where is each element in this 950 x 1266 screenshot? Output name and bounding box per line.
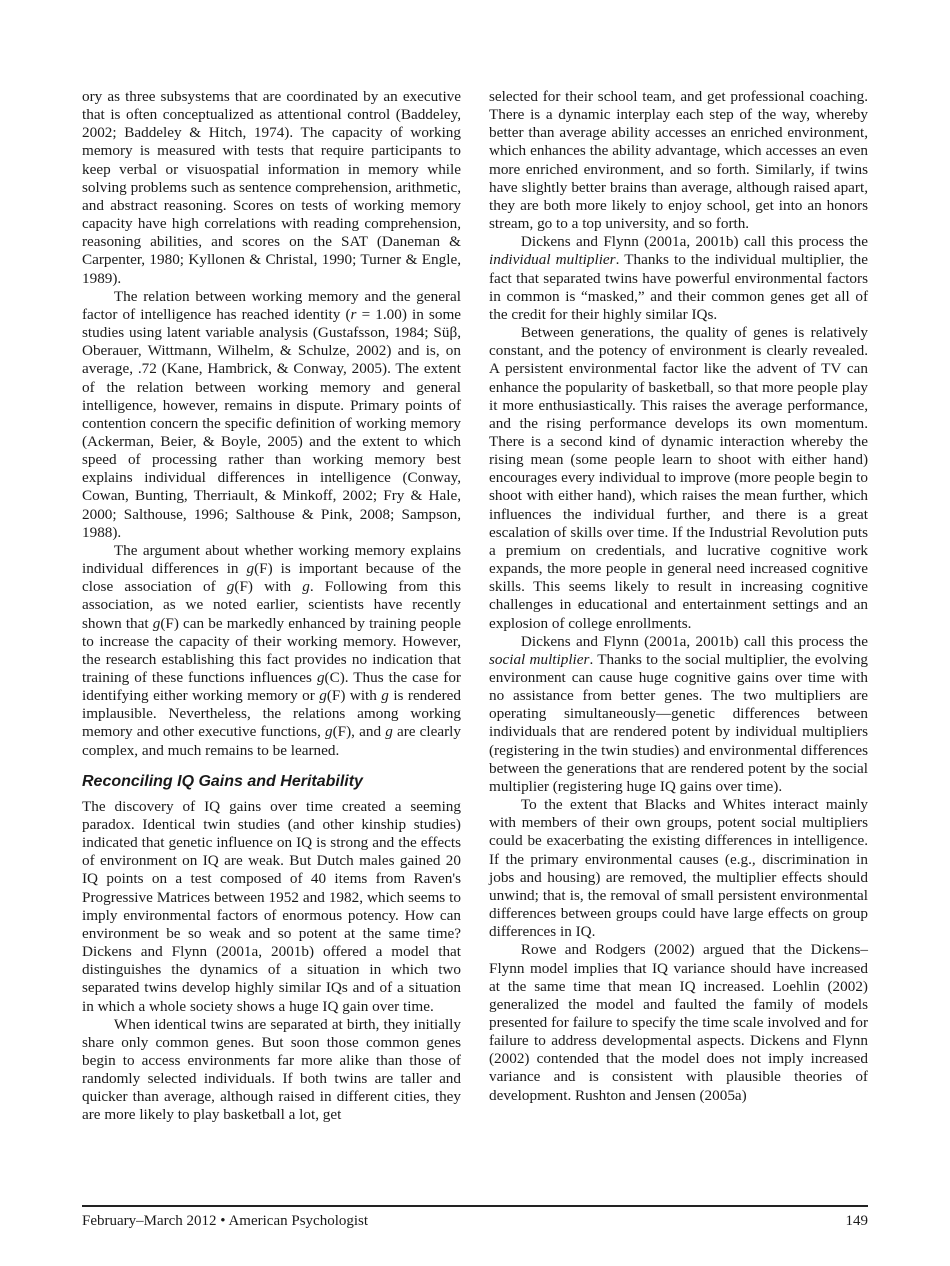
text-run: The argument about whether working memory explains individual differences in (82, 541, 461, 578)
left-column (82, 88, 461, 1125)
text-run: (F) can be markedly enhanced by training people to increase the capacity of their working memory. However, the research establishing this fact provides no indication that training of these functions influences (82, 614, 461, 686)
text-run: (C). Thus the case for identifying either working memory or (82, 669, 461, 705)
section-heading: Reconciling IQ Gains and Heritability (82, 772, 363, 790)
italic-term: g (302, 578, 310, 596)
italic-term: g (319, 687, 327, 705)
italic-term: g (226, 578, 235, 596)
page-number: 149 (845, 1213, 868, 1229)
text-run: The relation between working memory and the general factor of intelligence has reached identity ( (82, 287, 461, 323)
text-run: (F) is important because of the close association of (82, 560, 461, 596)
italic-term: g (246, 560, 255, 578)
text-run: = 1.00) in some studies using latent variable analysis (Gustafsson, 1984; Süβ, Oberauer, Wittmann, Wilhelm, & Schulze, 2002) and is, on average, .72 (Kane, Hambrick, & Conway, 2005). The extent of the relation between working memory and general intelligence, however, remains in dispute. Primary points of contention concern the specific definition of working memory (Ackerman, Beier, & Boyle, 2005) and the extent to which speed of processing rather than working memory best explains individual differences in intelligence (Conway, Cowan, Bunting, Therriault, & Minkoff, 2002; Fry & Hale, 2000; Salthouse, 1996; Salthouse & Pink, 2008; Sampson, 1988). (82, 305, 461, 541)
right-column (489, 88, 868, 1105)
paragraph (489, 633, 868, 796)
text-run: are clearly complex, and much remains to be learned. (82, 723, 461, 759)
text-run: (F), and (332, 723, 386, 741)
paragraph: Rowe and Rodgers (2002) argued that the Dickens–Flynn model implies that IQ variance should have increased at the same time that mean IQ increased. Loehlin (2002) generalized the model and faulted the family of models presented for failure to specify the time scale involved and for failure to address developmental aspects. Dickens and Flynn (2002) contended that the model does not imply increased variance and is consistent with plausible theories of development. Rushton and Jensen (2005a) (489, 941, 868, 1104)
italic-term: r (350, 305, 357, 323)
journal-citation: February–March 2012 • American Psychologist (82, 1213, 369, 1229)
text-run: is rendered implausible. Nevertheless, the relations among working memory and other executive functions, (82, 687, 462, 741)
paragraph (82, 288, 461, 542)
text-run: (F) with (234, 578, 303, 596)
paragraph: selected for their school team, and get professional coaching. There is a dynamic interplay each step of the way, whereby better than average ability accesses an enriched environment, which enhances the ability advantage, which accesses an even more enriched environment, and so forth. Similarly, if twins have slightly better brains than average, although raised apart, they are both more likely to enjoy school, get into an honors stream, go to a top university, and so forth. (489, 88, 868, 233)
text-run: (F) with (326, 687, 382, 705)
paragraph (489, 233, 868, 324)
text-run: . Thanks to the social multiplier, the evolving environment can cause huge cognitive gains over time with no assistance from better genes. The two multipliers are operating simultaneously—genetic differences between individuals that are rendered potent by individual multipliers (registering in the twin studies) and environmental differences between the generations that are rendered potent by the social multiplier (registering huge IQ gains over time). (489, 650, 868, 795)
paragraph: To the extent that Blacks and Whites interact mainly with members of their own groups, potent social multipliers could be exacerbating the existing differences in intelligence. If the primary environmental causes (e.g., discrimination in jobs and housing) are removed, the multiplier effects should unwind; that is, the removal of small persistent environmental differences between groups could have large effects on group differences in IQ. (489, 796, 868, 941)
paragraph: The discovery of IQ gains over time created a seeming paradox. Identical twin studies (and other kinship studies) indicated that genetic influence on IQ is strong and the effects of environment on IQ are weak. But Dutch males gained 20 IQ points on a test composed of 40 items from Raven's Progressive Matrices between 1952 and 1982, which seems to imply environmental factors of enormous potency. How can environment be so weak and so potent at the same time? Dickens and Flynn (2001a, 2001b) offered a model that distinguishes the dynamics of a situation in which two separated twins develop highly similar IQs and of a situation in which a whole society shows a huge IQ gain over time. (82, 797, 461, 1015)
italic-term: g (152, 614, 161, 632)
paragraph (82, 542, 461, 760)
paragraph: Between generations, the quality of genes is relatively constant, and the potency of environment is clearly revealed. A persistent environmental factor like the advent of TV can enhance the popularity of basketball, so that more people play it more enthusiastically. This raises the average performance, and the rising performance develops its own momentum. There is a second kind of dynamic interaction whereby the rising mean (some people learn to shoot with either hand) encourages every individual to improve (more people begin to shoot with either hand), which raises the mean further, which influences the individual further, and there is a great escalation of skills over time. If the Industrial Revolution puts a premium on credentials, and lucrative cognitive work expands, the more people in general need increased cognitive skills. This seems likely to result in increasing cognitive challenges in educational and entertainment settings and an explosion of college enrollments. (489, 324, 868, 632)
italic-term: g (381, 687, 389, 705)
paragraph: ory as three subsystems that are coordinated by an executive that is often conceptualized as attentional control (Baddeley, 2002; Baddeley & Hitch, 1974). The capacity of working memory is measured with tests that require participants to keep verbal or visuospatial information in memory while solving problems such as sentence comprehension, arithmetic, and abstract reasoning. Scores on tests of working memory capacity have high correlations with reading comprehension, reasoning abilities, and scores on the SAT (Daneman & Carpenter, 1980; Kyllonen & Christal, 1990; Turner & Engle, 1989). (82, 88, 461, 287)
italic-term: g (316, 669, 325, 686)
italic-term: social multiplier (489, 650, 590, 668)
text-run: . Thanks to the individual multiplier, the fact that separated twins have powerful environmental factors in common is “masked,” and their common genes get all of the credit for their highly similar IQs. (489, 251, 868, 323)
text-run: . Following from this association, as we noted earlier, scientists have recently shown that (82, 578, 461, 632)
page-footer (82, 1212, 868, 1230)
italic-term: g (385, 723, 393, 741)
italic-term: individual multiplier (489, 251, 616, 269)
footer-rule (82, 1205, 868, 1207)
text-run: Dickens and Flynn (2001a, 2001b) call this process the (520, 233, 868, 251)
text-run: Dickens and Flynn (2001a, 2001b) call this process the (520, 632, 868, 650)
italic-term: g (325, 723, 333, 741)
paragraph: When identical twins are separated at birth, they initially share only common genes. But soon those common genes begin to access environments far more alike than those of randomly selected individuals. If both twins are taller and quicker than average, although raised in different cities, they are more likely to play basketball a lot, get (82, 1015, 461, 1124)
